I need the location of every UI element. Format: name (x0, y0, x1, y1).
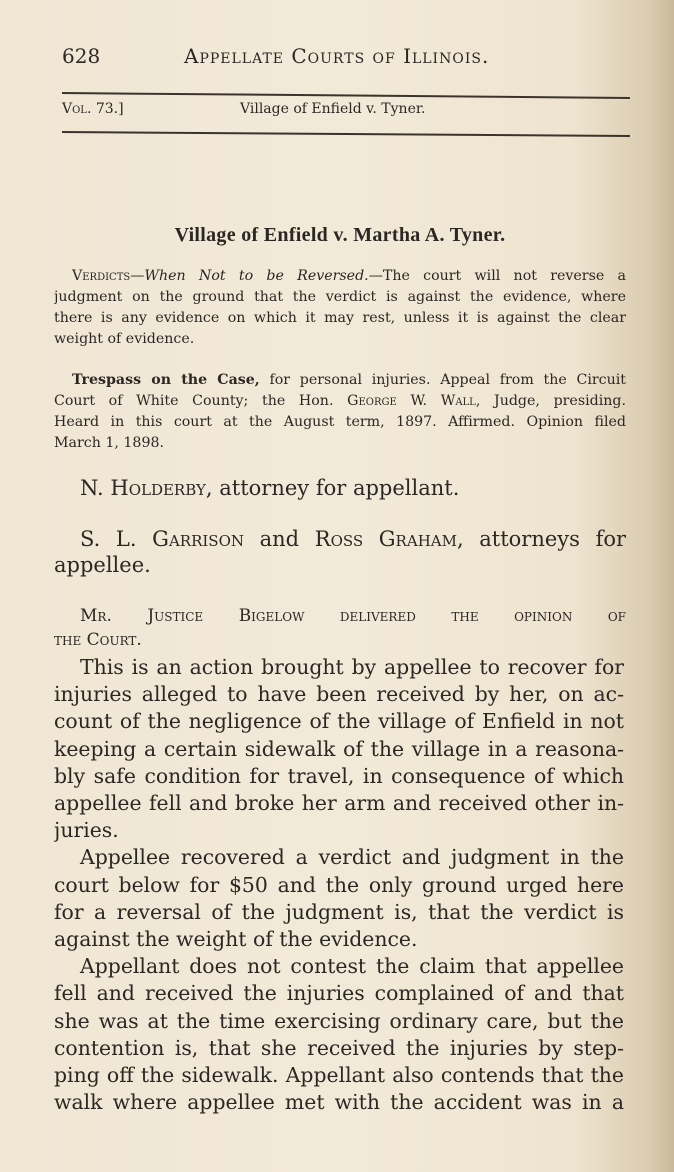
text-line (54, 1008, 624, 1035)
volume-label: Vol. 73.] (62, 101, 124, 117)
text-line (54, 526, 626, 552)
text-run: she was at the time exercising ordinary care, but the (54, 1008, 624, 1033)
text-run: and (244, 527, 315, 551)
text-run: , attorney for appellant. (205, 476, 460, 500)
text-run: N. Holderby (80, 476, 206, 500)
text-line (54, 736, 624, 763)
text-line (54, 844, 624, 871)
text-run: walk where appellee met with the accident was in a (54, 1090, 624, 1115)
text-run: —The court will not reverse a (368, 268, 626, 284)
text-line (54, 654, 624, 681)
text-line (54, 308, 626, 329)
text-line (54, 391, 626, 412)
text-run: the Court. (54, 630, 142, 650)
text-line (54, 763, 624, 790)
text-line (54, 287, 626, 308)
text-line (54, 1062, 624, 1089)
text-run: count of the negligence of the village of Enfield in not (54, 709, 624, 734)
text-line (54, 953, 624, 980)
headnote (54, 266, 626, 350)
text-run: Ross Graham (314, 527, 457, 551)
text-run: March 1, 1898. (54, 435, 165, 451)
text-run: keeping a certain sidewalk of the village in a reasona- (54, 736, 624, 761)
header-rule-bottom (62, 131, 630, 136)
text-run: , Judge, presiding. (475, 393, 626, 409)
text-run: bly safe condition for travel, in consequence of which (54, 763, 624, 788)
text-run: injuries alleged to have been received by her, on ac- (54, 682, 624, 707)
text-line (54, 370, 626, 391)
text-run: Appellee recovered a verdict and judgment in the (80, 845, 624, 870)
text-run: there is any evidence on which it may rest, unless it is against the clear (54, 310, 626, 326)
text-line (54, 266, 626, 287)
text-run: Trespass on the Case, (72, 372, 260, 388)
text-run: Mr. Justice Bigelow delivered the opinion of (80, 606, 626, 626)
text-line (54, 926, 624, 953)
text-line (54, 329, 626, 350)
text-run: fell and received the injuries complained of and that (54, 981, 624, 1006)
text-run: contention is, that she received the injuries by step- (54, 1035, 624, 1060)
text-run: George W. Wall (347, 393, 476, 409)
header-rule-top (62, 92, 630, 98)
text-run: against the weight of the evidence. (54, 927, 418, 952)
page-number: 628 (62, 44, 101, 68)
text-line (54, 1089, 624, 1116)
attorney-appellant (80, 476, 459, 500)
text-run: court below for $50 and the only ground urged here (54, 872, 624, 897)
text-line (54, 899, 624, 926)
text-line (54, 604, 626, 628)
text-run: for personal injuries. Appeal from the Circuit (259, 372, 626, 388)
text-run: for a reversal of the judgment is, that the verdict is (54, 899, 624, 924)
case-title: Village of Enfield v. Martha A. Tyner. (174, 224, 506, 246)
text-run: judgment on the ground that the verdict is against the evidence, where (54, 289, 626, 305)
text-line (54, 628, 626, 652)
text-run: Court of White County; the Hon. (54, 393, 348, 409)
text-line (54, 433, 626, 454)
opinion-heading (54, 604, 626, 652)
text-line (54, 872, 624, 899)
text-run: weight of evidence. (54, 331, 195, 347)
text-run: ping off the sidewalk. Appellant also contends that the (54, 1063, 624, 1088)
text-run: juries. (54, 818, 119, 843)
running-head-title: Appellate Courts of Illinois. (184, 44, 490, 68)
text-line (54, 980, 624, 1007)
text-line (54, 681, 624, 708)
text-run: S. L. Garrison (80, 527, 245, 551)
text-run: When Not to be Reversed. (144, 268, 369, 284)
opinion-body (54, 654, 624, 1116)
text-run: appellee fell and broke her arm and received other in- (54, 791, 624, 816)
text-run: Heard in this court at the August term, 1897. Affirmed. Opinion filed (54, 414, 626, 430)
text-line (54, 790, 624, 817)
text-line (54, 412, 626, 433)
text-run: — (130, 268, 145, 284)
attorneys-appellee (54, 526, 626, 578)
running-case-name: Village of Enfield v. Tyner. (240, 101, 426, 117)
text-line (54, 817, 624, 844)
text-run: This is an action brought by appellee to recover for (80, 655, 624, 679)
text-run: Appellant does not contest the claim that appellee (80, 954, 624, 979)
text-line (54, 1035, 624, 1062)
text-line (54, 708, 624, 735)
text-run: , attorneys for (456, 527, 626, 551)
text-line (54, 552, 626, 578)
case-summary (54, 370, 626, 454)
text-run: appellee. (54, 553, 151, 577)
text-run: Verdicts (72, 268, 131, 284)
